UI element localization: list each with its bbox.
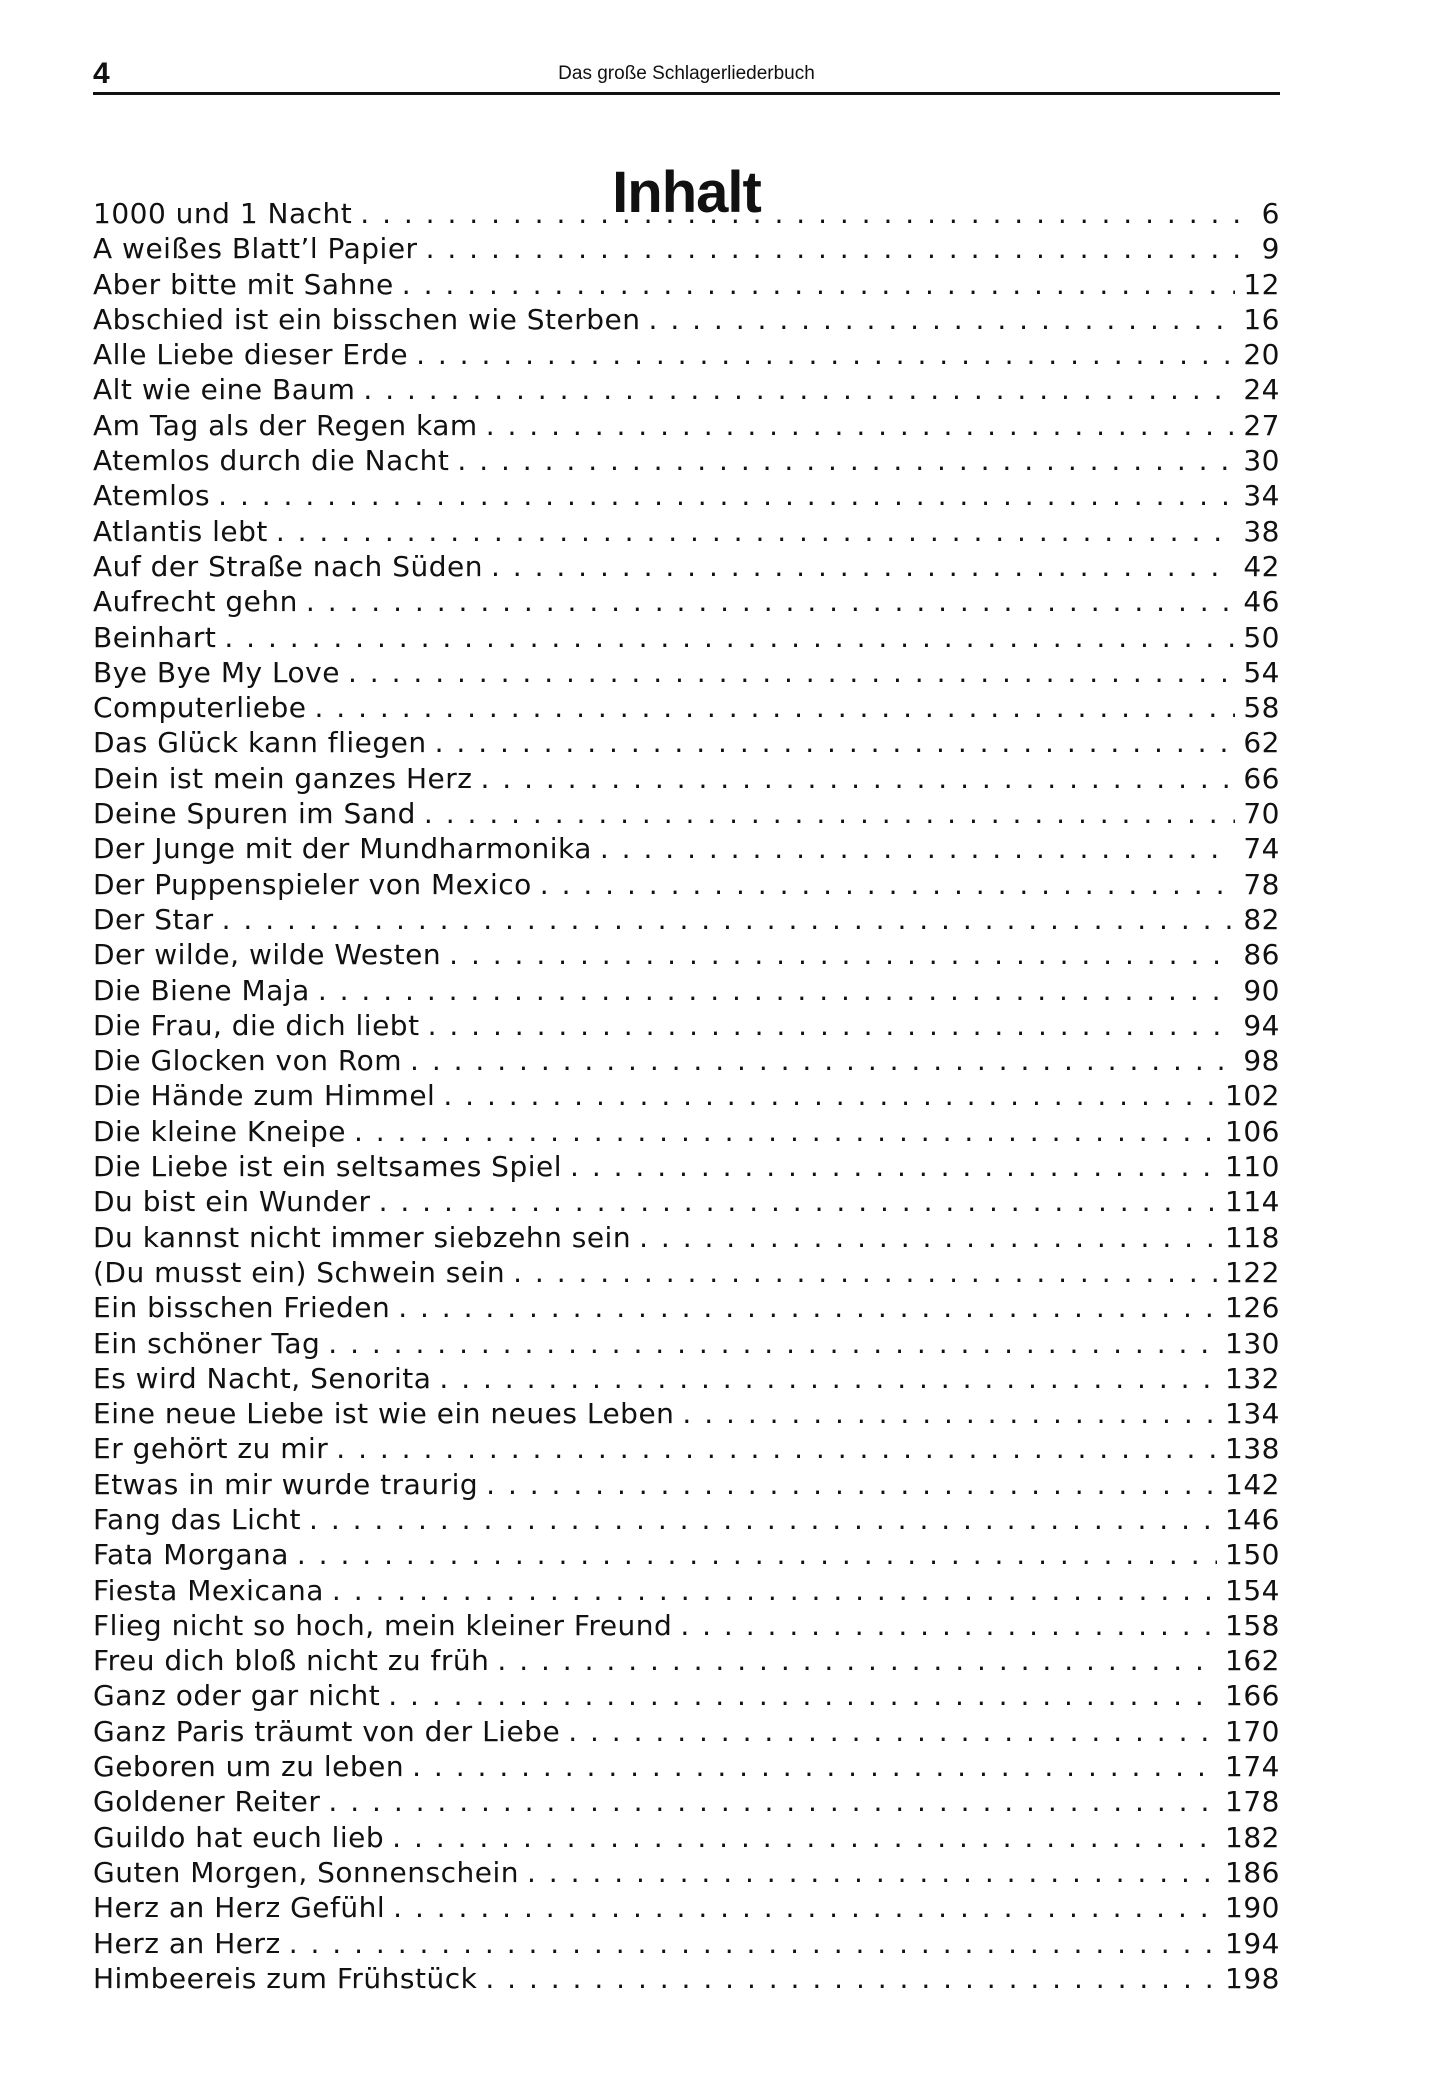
toc-entry-page: 58 [1243, 691, 1280, 725]
toc-dot-leader [379, 1184, 1217, 1219]
toc-dot-leader [398, 1290, 1217, 1325]
toc-entry [93, 1926, 1280, 1961]
toc-dot-leader [480, 761, 1235, 796]
toc-entry [93, 902, 1280, 937]
toc-entry-title: Dein ist mein ganzes Herz [93, 761, 473, 795]
toc-entry [93, 1573, 1280, 1608]
toc-entry-page: 16 [1243, 302, 1280, 336]
toc-entry [93, 655, 1280, 690]
toc-entry [93, 1326, 1280, 1361]
toc-entry [93, 1784, 1280, 1819]
toc-dot-leader [416, 337, 1235, 372]
toc-dot-leader [457, 443, 1235, 478]
toc-entry [93, 761, 1280, 796]
toc-entry [93, 302, 1280, 337]
toc-dot-leader [680, 1608, 1217, 1643]
toc-dot-leader [439, 1361, 1217, 1396]
toc-entry-page: 50 [1243, 620, 1280, 654]
toc-entry [93, 973, 1280, 1008]
toc-entry-page: 158 [1225, 1608, 1280, 1642]
toc-dot-leader [336, 1431, 1217, 1466]
toc-entry [93, 1714, 1280, 1749]
toc-entry-page: 190 [1225, 1891, 1280, 1925]
toc-dot-leader [449, 937, 1235, 972]
toc-entry [93, 1537, 1280, 1572]
toc-entry-title: Es wird Nacht, Senorita [93, 1361, 432, 1395]
toc-entry [93, 443, 1280, 478]
toc-entry-title: Etwas in mir wurde traurig [93, 1467, 479, 1501]
toc-dot-leader [682, 1396, 1217, 1431]
toc-entry-page: 24 [1243, 373, 1280, 407]
toc-entry-title: Fiesta Mexicana [93, 1573, 324, 1607]
toc-dot-leader [393, 1890, 1217, 1925]
toc-dot-leader [360, 196, 1253, 231]
toc-entry-title: Der Junge mit der Mundharmonika [93, 832, 592, 866]
toc-dot-leader [222, 902, 1236, 937]
toc-entry-title: Ganz oder gar nicht [93, 1679, 381, 1713]
toc-entry-title: Himbeereis zum Frühstück [93, 1961, 478, 1995]
toc-entry-page: 130 [1225, 1326, 1280, 1360]
toc-entry-title: Ein schöner Tag [93, 1326, 321, 1360]
toc-entry-title: A weißes Blatt’l Papier [93, 232, 418, 266]
toc-dot-leader [443, 1078, 1217, 1113]
toc-entry-page: 46 [1243, 585, 1280, 619]
toc-entry-page: 86 [1243, 938, 1280, 972]
toc-entry [93, 514, 1280, 549]
toc-entry [93, 1149, 1280, 1184]
toc-entry-page: 110 [1225, 1150, 1280, 1184]
toc-entry [93, 1220, 1280, 1255]
toc-entry-page: 98 [1243, 1044, 1280, 1078]
toc-entry-page: 106 [1225, 1114, 1280, 1148]
toc-dot-leader [328, 1326, 1217, 1361]
toc-entry [93, 1820, 1280, 1855]
toc-entry-page: 154 [1225, 1573, 1280, 1607]
toc-dot-leader [318, 973, 1236, 1008]
toc-entry-title: Freu dich bloß nicht zu früh [93, 1644, 490, 1678]
toc-entry-page: 12 [1243, 267, 1280, 301]
toc-entry-title: Geboren um zu leben [93, 1750, 405, 1784]
toc-entry-page: 126 [1225, 1291, 1280, 1325]
toc-dot-leader [388, 1678, 1217, 1713]
toc-entry-title: Fang das Licht [93, 1502, 302, 1536]
toc-entry [93, 1361, 1280, 1396]
toc-entry [93, 231, 1280, 266]
toc-entry-page: 194 [1225, 1926, 1280, 1960]
toc-entry-page: 114 [1225, 1185, 1280, 1219]
toc-entry-title: Aufrecht gehn [93, 585, 298, 619]
toc-entry-page: 82 [1243, 902, 1280, 936]
toc-entry-title: Guten Morgen, Sonnenschein [93, 1855, 519, 1889]
toc-dot-leader [314, 690, 1235, 725]
toc-entry-title: Er gehört zu mir [93, 1432, 329, 1466]
toc-entry-title: Die Hände zum Himmel [93, 1079, 436, 1113]
toc-entry-page: 90 [1243, 973, 1280, 1007]
toc-dot-leader [363, 372, 1235, 407]
toc-entry-title: Fata Morgana [93, 1538, 289, 1572]
toc-entry [93, 1078, 1280, 1113]
toc-entry-page: 150 [1225, 1538, 1280, 1572]
toc-entry [93, 549, 1280, 584]
toc-dot-leader [306, 584, 1235, 619]
toc-entry-title: Herz an Herz [93, 1926, 281, 1960]
toc-dot-leader [570, 1149, 1217, 1184]
toc-entry-title: Computerliebe [93, 691, 307, 725]
toc-entry [93, 1255, 1280, 1290]
toc-entry [93, 690, 1280, 725]
toc-entry-title: Guildo hat euch lieb [93, 1820, 385, 1854]
toc-dot-leader [428, 1008, 1236, 1043]
toc-entry [93, 937, 1280, 972]
page-header [93, 56, 1280, 95]
toc-dot-leader [513, 1255, 1217, 1290]
toc-dot-leader [354, 1114, 1217, 1149]
toc-dot-leader [639, 1220, 1217, 1255]
toc-entry-title: Abschied ist ein bisschen wie Sterben [93, 302, 641, 336]
toc-entry-page: 198 [1225, 1961, 1280, 1995]
toc-entry [93, 1431, 1280, 1466]
toc-dot-leader [435, 725, 1236, 760]
toc-entry [93, 1961, 1280, 1996]
toc-entry [93, 267, 1280, 302]
toc-entry [93, 196, 1280, 231]
toc-entry-page: 134 [1225, 1397, 1280, 1431]
toc-dot-leader [309, 1502, 1217, 1537]
toc-entry-page: 34 [1243, 479, 1280, 513]
toc-entry [93, 337, 1280, 372]
toc-entry-title: Atlantis lebt [93, 514, 268, 548]
toc-entry-title: Flieg nicht so hoch, mein kleiner Freund [93, 1608, 673, 1642]
toc-entry-title: Alt wie eine Baum [93, 373, 356, 407]
toc-entry-title: Die Biene Maja [93, 973, 310, 1007]
toc-entry-page: 138 [1225, 1432, 1280, 1466]
toc-entry [93, 1855, 1280, 1890]
toc-entry-page: 142 [1225, 1467, 1280, 1501]
toc-entry [93, 725, 1280, 760]
toc-entry-title: Herz an Herz Gefühl [93, 1891, 386, 1925]
page-title: Inhalt [612, 159, 761, 225]
toc-entry [93, 831, 1280, 866]
toc-entry-page: 174 [1225, 1750, 1280, 1784]
toc-entry [93, 1467, 1280, 1502]
toc-entry-page: 20 [1243, 338, 1280, 372]
toc-entry [93, 1396, 1280, 1431]
toc-entry-title: Die Frau, die dich liebt [93, 1008, 420, 1042]
toc-dot-leader [486, 1467, 1217, 1502]
table-of-contents [93, 196, 1280, 1996]
toc-entry-title: Am Tag als der Regen kam [93, 408, 478, 442]
toc-dot-leader [568, 1714, 1217, 1749]
toc-entry-page: 178 [1225, 1785, 1280, 1819]
toc-entry-page: 118 [1225, 1220, 1280, 1254]
toc-entry [93, 1184, 1280, 1219]
toc-entry-title: Der wilde, wilde Westen [93, 938, 442, 972]
toc-entry-page: 6 [1261, 197, 1280, 230]
toc-entry-page: 132 [1225, 1361, 1280, 1395]
toc-entry [93, 796, 1280, 831]
toc-entry [93, 1290, 1280, 1325]
toc-entry-page: 78 [1243, 867, 1280, 901]
toc-entry-title: Ein bisschen Frieden [93, 1291, 391, 1325]
toc-entry-page: 9 [1261, 232, 1280, 266]
toc-dot-leader [527, 1855, 1217, 1890]
toc-entry-page: 122 [1225, 1255, 1280, 1289]
toc-entry-title: Du kannst nicht immer siebzehn sein [93, 1220, 632, 1254]
toc-entry [93, 1008, 1280, 1043]
toc-entry [93, 1749, 1280, 1784]
toc-entry [93, 584, 1280, 619]
toc-entry-title: Atemlos durch die Nacht [93, 444, 450, 478]
toc-entry-title: Eine neue Liebe ist wie ein neues Leben [93, 1397, 675, 1431]
toc-dot-leader [426, 231, 1254, 266]
toc-entry [93, 1608, 1280, 1643]
toc-entry-title: Beinhart [93, 620, 217, 654]
toc-dot-leader [328, 1784, 1217, 1819]
toc-entry-page: 182 [1225, 1820, 1280, 1854]
toc-entry-page: 170 [1225, 1714, 1280, 1748]
toc-entry-page: 66 [1243, 761, 1280, 795]
toc-entry-page: 27 [1243, 408, 1280, 442]
toc-dot-leader [497, 1643, 1217, 1678]
toc-entry-page: 42 [1243, 549, 1280, 583]
toc-entry-page: 54 [1243, 655, 1280, 689]
toc-entry-page: 94 [1243, 1008, 1280, 1042]
toc-entry [93, 372, 1280, 407]
toc-entry-title: Der Puppenspieler von Mexico [93, 867, 532, 901]
toc-entry-page: 186 [1225, 1855, 1280, 1889]
toc-dot-leader [540, 867, 1236, 902]
toc-dot-leader [289, 1926, 1217, 1961]
toc-entry-title: Deine Spuren im Sand [93, 797, 416, 831]
toc-entry-title: Die Liebe ist ein seltsames Spiel [93, 1150, 563, 1184]
toc-entry [93, 1643, 1280, 1678]
toc-dot-leader [491, 549, 1235, 584]
toc-entry-page: 166 [1225, 1679, 1280, 1713]
toc-entry-page: 146 [1225, 1502, 1280, 1536]
toc-entry [93, 1114, 1280, 1149]
toc-dot-leader [218, 478, 1235, 513]
toc-entry-title: (Du musst ein) Schwein sein [93, 1255, 506, 1289]
toc-dot-leader [600, 831, 1236, 866]
toc-entry-title: Aber bitte mit Sahne [93, 267, 394, 301]
toc-entry [93, 478, 1280, 513]
toc-entry [93, 620, 1280, 655]
toc-entry-title: Bye Bye My Love [93, 655, 340, 689]
toc-dot-leader [486, 408, 1236, 443]
toc-dot-leader [276, 514, 1236, 549]
toc-entry [93, 1890, 1280, 1925]
toc-dot-leader [649, 302, 1236, 337]
toc-entry-page: 102 [1225, 1079, 1280, 1113]
toc-entry-title: 1000 und 1 Nacht [93, 197, 353, 230]
toc-entry-title: Der Star [93, 902, 214, 936]
page-number: 4 [93, 57, 110, 90]
toc-dot-leader [332, 1573, 1217, 1608]
toc-entry [93, 408, 1280, 443]
toc-entry-page: 38 [1243, 514, 1280, 548]
toc-entry-page: 74 [1243, 832, 1280, 866]
toc-entry-title: Alle Liebe dieser Erde [93, 338, 409, 372]
running-head: Das große Schlagerliederbuch [558, 63, 815, 84]
toc-entry-page: 62 [1243, 726, 1280, 760]
toc-entry-title: Das Glück kann fliegen [93, 726, 427, 760]
toc-entry-page: 30 [1243, 444, 1280, 478]
toc-dot-leader [402, 267, 1236, 302]
toc-dot-leader [297, 1537, 1217, 1572]
toc-entry [93, 867, 1280, 902]
toc-entry-title: Atemlos [93, 479, 211, 513]
toc-entry [93, 1043, 1280, 1078]
toc-entry-title: Ganz Paris träumt von der Liebe [93, 1714, 561, 1748]
toc-entry [93, 1502, 1280, 1537]
toc-dot-leader [424, 796, 1235, 831]
toc-dot-leader [392, 1820, 1217, 1855]
toc-dot-leader [485, 1961, 1217, 1996]
toc-entry-title: Die kleine Kneipe [93, 1114, 346, 1148]
toc-dot-leader [224, 620, 1235, 655]
toc-entry-page: 70 [1243, 797, 1280, 831]
toc-entry-title: Du bist ein Wunder [93, 1185, 371, 1219]
toc-entry-page: 162 [1225, 1644, 1280, 1678]
toc-dot-leader [348, 655, 1235, 690]
toc-entry-title: Auf der Straße nach Süden [93, 549, 483, 583]
toc-entry-title: Goldener Reiter [93, 1785, 321, 1819]
toc-entry-title: Die Glocken von Rom [93, 1044, 403, 1078]
toc-entry [93, 1678, 1280, 1713]
toc-dot-leader [410, 1043, 1235, 1078]
toc-dot-leader [412, 1749, 1217, 1784]
